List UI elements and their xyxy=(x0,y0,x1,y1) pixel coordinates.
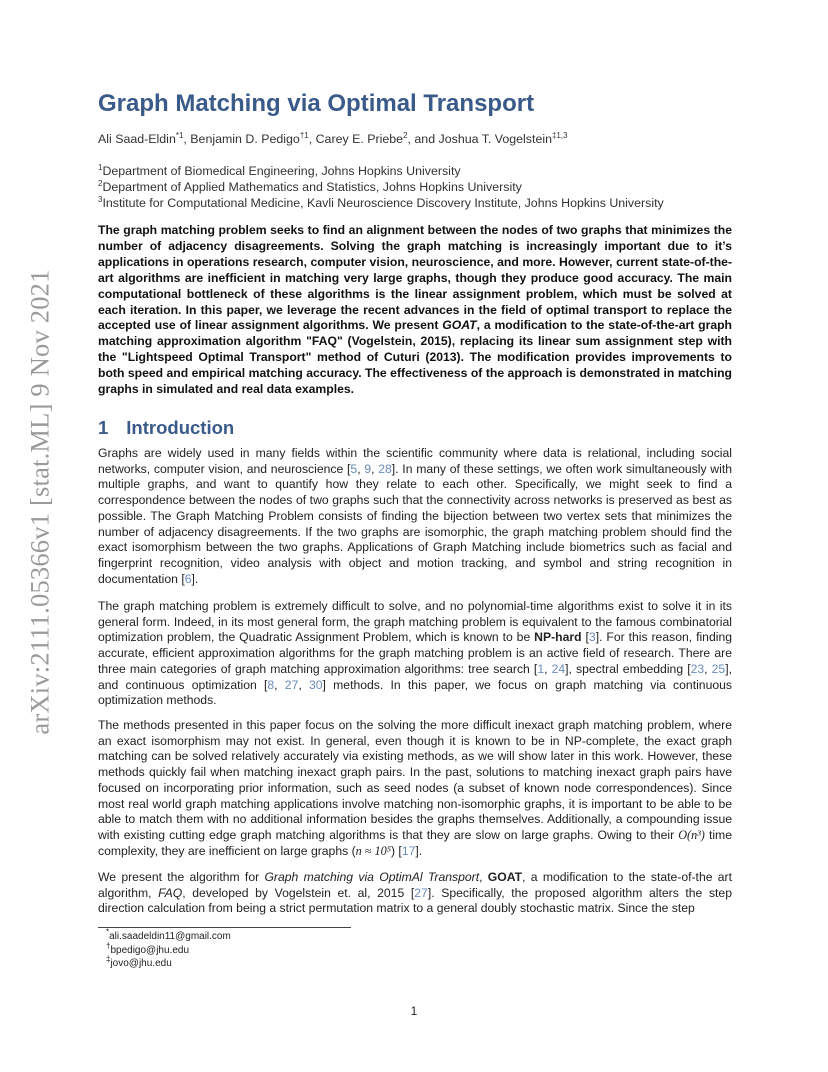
section-heading xyxy=(98,417,234,439)
citation-separator: , xyxy=(704,661,712,676)
np-hard-term: NP-hard xyxy=(534,630,582,645)
author-affiliation-mark: ‡1,3 xyxy=(551,130,568,140)
author-list xyxy=(98,132,568,146)
citation-separator: , xyxy=(298,677,309,692)
footnote-email: jovo@jhu.edu xyxy=(110,958,172,969)
goat-name: GOAT xyxy=(442,318,477,333)
paragraph-text: ) [ xyxy=(390,843,402,858)
citation-link[interactable]: 3 xyxy=(588,630,596,645)
paragraph-text: We present the algorithm for xyxy=(98,870,265,884)
abstract xyxy=(98,223,732,398)
citation-link[interactable]: 24 xyxy=(551,661,566,676)
citation-link[interactable]: 25 xyxy=(711,661,726,676)
abstract-text: The graph matching problem seeks to find an alignment between the nodes of two graphs that minimizes the number of adjacency disagreements. Solving the graph matching is increasingly important due to it’s applications in operations research, computer vision, neuroscience, and more. However, current state-of-the-art algorithms are inefficient in matching very large graphs, though they produce good accuracy. The main computational bottleneck of these algorithms is the linear assignment problem, which must be solved at each iteration. In this paper, we leverage the recent advances in the field of optimal transport to replace the accepted use of linear assignment algorithms. We present xyxy=(98,223,732,333)
intro-paragraph-1 xyxy=(98,446,732,587)
graph-size-formula: n ≈ 10⁵ xyxy=(355,843,391,858)
author-affiliation-mark: 2 xyxy=(403,130,408,140)
paragraph-text: Graphs are widely used in many fields within the scientific community where data is relational, including social networks, computer vision, and neuroscience [ xyxy=(98,446,732,476)
intro-paragraph-3 xyxy=(98,718,732,859)
author-name: Joshua T. Vogelstein xyxy=(438,132,552,146)
paragraph-text: ] methods. In this paper, we focus on graph matching via continuous optimization methods. xyxy=(98,677,732,708)
citation-link[interactable]: 23 xyxy=(690,661,705,676)
faq-name: FAQ xyxy=(158,885,183,900)
author-affiliation-mark: †1 xyxy=(299,130,309,140)
footnote-mark: * xyxy=(106,927,110,937)
citation-link[interactable]: 8 xyxy=(267,677,275,692)
paper-title: Graph Matching via Optimal Transport xyxy=(98,90,535,117)
affiliation-mark: 1 xyxy=(98,162,103,172)
paragraph-text: ]. xyxy=(415,843,423,858)
author-separator: , xyxy=(183,132,191,146)
author-name: Ali Saad-Eldin xyxy=(98,132,176,146)
affiliation-text: Department of Applied Mathematics and Statistics, Johns Hopkins University xyxy=(102,180,522,194)
paragraph-text: , xyxy=(479,870,488,884)
footnote xyxy=(106,927,231,944)
intro-paragraph-2 xyxy=(98,599,732,709)
paragraph-text: ], spectral embedding [ xyxy=(565,661,691,676)
complexity-formula: O(n³) xyxy=(678,827,705,842)
author-separator: , and xyxy=(407,132,439,146)
citation-link[interactable]: 5 xyxy=(350,461,358,476)
citation-link[interactable]: 6 xyxy=(184,571,192,586)
citation-link[interactable]: 28 xyxy=(378,461,392,476)
footnote-email: bpedigo@jhu.edu xyxy=(110,944,190,956)
footnote-mark: ‡ xyxy=(106,954,111,964)
footnote-email: ali.saadeldin11@gmail.com xyxy=(109,931,231,942)
abstract-text: , a modification to the state-of-the-art graph matching approximation algorithm "FAQ" (Vogelstein, 2015), replacing its linear sum assignment step with the "Lightspeed Optimal Transport" method of Cuturi (2013). The modification provides improvements to both speed and empirical matching accuracy. The effectiveness of the approach is demonstrated in matching graphs in simulated and real data examples. xyxy=(98,318,732,397)
footnote xyxy=(106,941,231,958)
citation-link[interactable]: 9 xyxy=(364,461,372,476)
paragraph-text: ], and continuous optimization [ xyxy=(98,661,732,692)
section-title: Introduction xyxy=(126,417,235,438)
footnote-mark: † xyxy=(106,941,111,951)
author-separator: , xyxy=(308,132,316,146)
author-name: Benjamin D. Pedigo xyxy=(190,132,300,146)
citation-separator: , xyxy=(274,677,285,692)
paragraph-text: The graph matching problem is extremely difficult to solve, and no polynomial-time algorithms exist to solve it in its general form. Indeed, in its most general form, the graph matching problem is equivalent to the famous combinatorial optimization problem, the Quadratic Assignment Problem, which is known to be xyxy=(98,599,732,645)
author-affiliation-mark: *1 xyxy=(175,130,184,140)
citation-link[interactable]: 27 xyxy=(414,885,428,900)
affiliation xyxy=(98,164,461,178)
affiliation-mark: 2 xyxy=(98,178,103,188)
citation-separator: , xyxy=(357,461,365,476)
affiliation-mark: 3 xyxy=(98,194,103,204)
footnotes xyxy=(106,927,231,971)
goat-name: GOAT xyxy=(487,870,523,884)
page-number: 1 xyxy=(410,1004,418,1018)
affiliation-text: Department of Biomedical Engineering, Johns Hopkins University xyxy=(102,164,461,178)
paragraph-text: ]. Specifically, the proposed algorithm alters the step direction calculation from being a strict permutation matrix to a general doubly stochastic matrix. Since the step xyxy=(98,885,732,916)
paragraph-text: ]. In many of these settings, we often work simultaneously with multiple graphs, and want to quantify how they relate to each other. Specifically, we might seek to find a correspondence between the nodes of two graphs such that the connectivity across networks is preserved as best as possible. The Graph Matching Problem consists of finding the bijection between two vertex sets that minimizes the number of adjacency disagreements. If the two graphs are isomorphic, the graph matching problem should find the exact isomorphism between the two graphs. Applications of Graph Matching include biometrics such as facial and fingerprint recognition, video analysis with object and motion tracking, and symbol and string recognition in documentation [ xyxy=(98,461,732,586)
citation-link[interactable]: 17 xyxy=(401,843,416,858)
citation-separator: , xyxy=(371,461,379,476)
footnote-divider xyxy=(98,927,351,928)
intro-paragraph-4 xyxy=(98,870,732,917)
algorithm-full-name: Graph matching via OptimAl Transport xyxy=(264,870,480,884)
paragraph-text: , developed by Vogelstein et. al, 2015 [ xyxy=(182,885,415,900)
paragraph-text: time complexity, they are inefficient on large graphs ( xyxy=(98,827,732,858)
paragraph-text: ]. For this reason, finding accurate, efficient approximation algorithms for the graph matching problem is an active field of research. There are three main categories of graph matching approximation algorithms: tree search [ xyxy=(98,630,732,676)
citation-separator: , xyxy=(544,661,552,676)
author-name: Carey E. Priebe xyxy=(315,132,404,146)
citation-link[interactable]: 30 xyxy=(308,677,323,692)
paragraph-text: [ xyxy=(581,630,589,645)
citation-link[interactable]: 1 xyxy=(537,661,545,676)
footnote xyxy=(106,954,231,971)
affiliation xyxy=(98,196,664,210)
paragraph-text: , a modification to the state-of-the art algorithm, xyxy=(98,870,733,900)
section-number: 1 xyxy=(98,417,109,438)
affiliation-text: Institute for Computational Medicine, Kavli Neuroscience Discovery Institute, Johns Hopkins University xyxy=(102,196,664,210)
arxiv-stamp-text: arXiv:2111.05366v1 [stat.ML] 9 Nov 2021 xyxy=(24,269,55,735)
affiliation xyxy=(98,180,522,194)
paragraph-text: The methods presented in this paper focus on the solving the more difficult inexact graph matching problem, where an exact isomorphism may not exist. In general, even though it is known to be in NP-complete, the exact graph matching can be solved relatively accurately via existing methods, as we will show later in this work. However, these methods quickly fail when matching inexact graph pairs. In the past, solutions to matching inexact graph pairs have focused on incorporating prior information, such as seed nodes (a subset of known node correspondences). Since most real world graph matching applications involve matching non-isomorphic graphs, it is important to be able to be able to match them with no additional information besides the graphs themselves. Additionally, a compounding issue with existing cutting edge graph matching algorithms is that they are slow on large graphs. Owing to their xyxy=(98,718,732,842)
citation-link[interactable]: 27 xyxy=(284,677,299,692)
paragraph-text: ]. xyxy=(191,571,199,586)
arxiv-identifier-stamp xyxy=(20,232,60,772)
